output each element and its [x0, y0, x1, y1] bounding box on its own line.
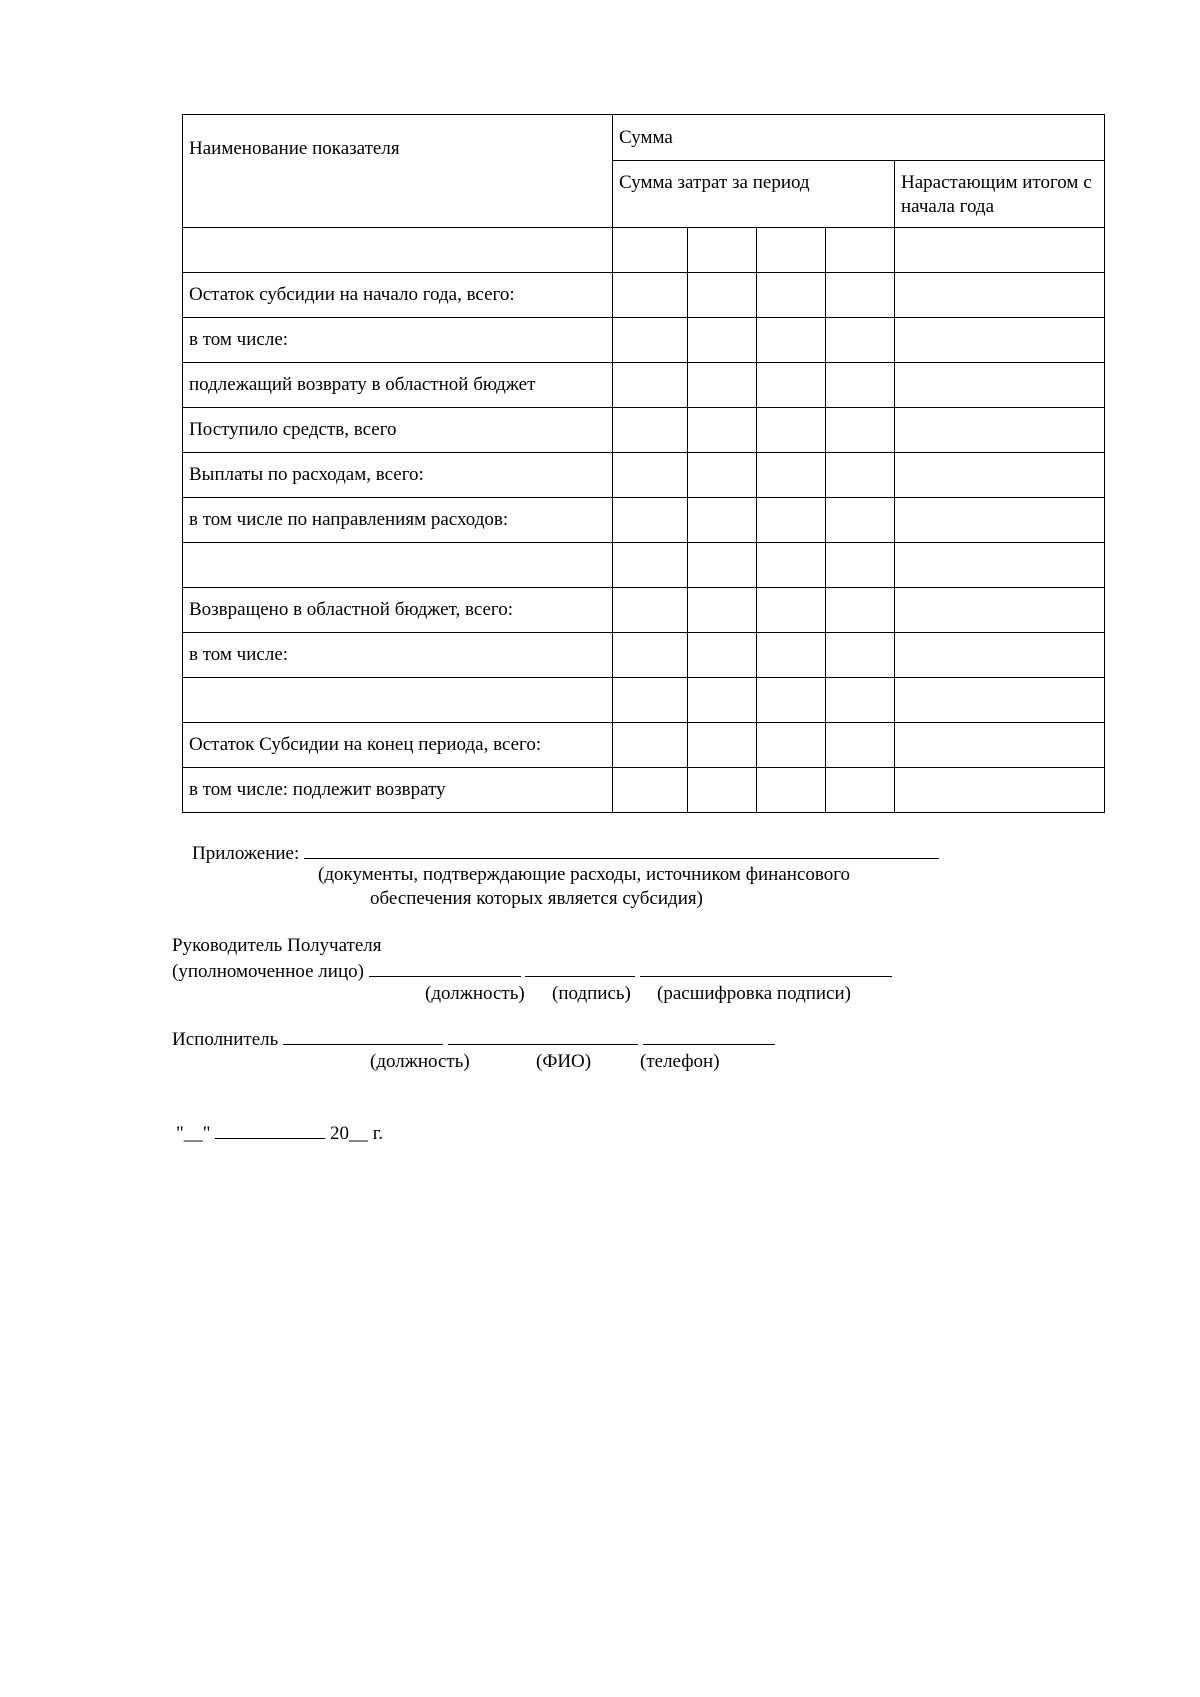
cell [757, 498, 826, 543]
table-row [183, 453, 1105, 498]
cell [688, 273, 757, 318]
row-label: в том числе по направлениям расходов: [183, 498, 613, 543]
cell [826, 543, 895, 588]
cell [826, 318, 895, 363]
cell [613, 273, 688, 318]
cell [757, 453, 826, 498]
head-position-caption: (должность) [425, 983, 525, 1004]
cell [757, 588, 826, 633]
row-label: подлежащий возврату в областной бюджет [183, 363, 613, 408]
cell [613, 768, 688, 813]
table-row [183, 363, 1105, 408]
cell [895, 723, 1105, 768]
executor-position-blank[interactable] [283, 1026, 443, 1045]
cell [895, 318, 1105, 363]
cell [613, 453, 688, 498]
cell [826, 363, 895, 408]
executor-name-blank[interactable] [448, 1026, 638, 1045]
attachment-note-1: (документы, подтверждающие расходы, источником финансового [318, 864, 851, 885]
header-sum: Сумма [613, 115, 1105, 161]
cell [757, 408, 826, 453]
cell [688, 768, 757, 813]
attachment-blank[interactable] [304, 840, 939, 859]
cell [826, 633, 895, 678]
row-label [183, 678, 613, 723]
cell [613, 723, 688, 768]
cell [826, 723, 895, 768]
executor-phone-caption: (телефон) [640, 1051, 720, 1072]
date-year[interactable]: 20__ г. [330, 1123, 384, 1144]
table-row [183, 633, 1105, 678]
cell [613, 363, 688, 408]
cell [688, 363, 757, 408]
cell [757, 633, 826, 678]
executor-label: Исполнитель [172, 1029, 279, 1050]
cell [826, 228, 895, 273]
row-label [183, 228, 613, 273]
table-row [183, 318, 1105, 363]
cell [613, 633, 688, 678]
header-period-costs: Сумма затрат за период [613, 161, 895, 228]
cell [826, 678, 895, 723]
table-row [183, 678, 1105, 723]
cell [688, 453, 757, 498]
attachment-label: Приложение: [192, 843, 300, 864]
cell [613, 408, 688, 453]
executor-position-caption: (должность) [370, 1051, 470, 1072]
cell [895, 498, 1105, 543]
cell [895, 678, 1105, 723]
head-decoding-blank[interactable] [640, 958, 892, 977]
cell [826, 498, 895, 543]
table-row [183, 588, 1105, 633]
cell [826, 588, 895, 633]
row-label: Остаток Субсидии на конец периода, всего: [183, 723, 613, 768]
date-month-blank[interactable] [215, 1120, 325, 1139]
cell [757, 318, 826, 363]
cell [895, 453, 1105, 498]
cell [757, 678, 826, 723]
date-line [176, 1120, 383, 1146]
row-label: в том числе: подлежит возврату [183, 768, 613, 813]
row-label: Остаток субсидии на начало года, всего: [183, 273, 613, 318]
row-label [183, 543, 613, 588]
row-label: в том числе: [183, 318, 613, 363]
cell [757, 363, 826, 408]
cell [826, 408, 895, 453]
cell [895, 408, 1105, 453]
table-row [183, 228, 1105, 273]
cell [757, 768, 826, 813]
cell [895, 273, 1105, 318]
head-decoding-caption: (расшифровка подписи) [657, 983, 851, 1004]
head-position-blank[interactable] [369, 958, 521, 977]
cell [688, 318, 757, 363]
cell [688, 678, 757, 723]
cell [895, 768, 1105, 813]
head-authorized-label: (уполномоченное лицо) [172, 961, 364, 982]
executor-name-caption: (ФИО) [536, 1051, 592, 1072]
cell [613, 318, 688, 363]
cell [688, 408, 757, 453]
cell [895, 588, 1105, 633]
header-cumulative: Нарастающим итогом с начала года [895, 161, 1105, 228]
cell [688, 498, 757, 543]
executor-phone-blank[interactable] [643, 1026, 775, 1045]
table-row [183, 768, 1105, 813]
header-indicator: Наименование показателя [183, 115, 613, 228]
row-label: в том числе: [183, 633, 613, 678]
table-row [183, 543, 1105, 588]
head-signature-blank[interactable] [525, 958, 635, 977]
report-table [182, 114, 1105, 813]
cell [688, 543, 757, 588]
row-label: Выплаты по расходам, всего: [183, 453, 613, 498]
cell [895, 543, 1105, 588]
cell [613, 678, 688, 723]
head-signature-caption: (подпись) [552, 983, 631, 1004]
table-row [183, 498, 1105, 543]
executor-line [172, 1026, 775, 1052]
cell [895, 633, 1105, 678]
cell [613, 543, 688, 588]
head-signature-line [172, 958, 892, 984]
cell [757, 273, 826, 318]
cell [613, 228, 688, 273]
cell [757, 543, 826, 588]
row-label: Поступило средств, всего [183, 408, 613, 453]
cell [613, 498, 688, 543]
cell [826, 453, 895, 498]
cell [826, 768, 895, 813]
head-title: Руководитель Получателя [172, 935, 382, 956]
cell [688, 723, 757, 768]
table-row [183, 273, 1105, 318]
cell [757, 228, 826, 273]
row-label: Возвращено в областной бюджет, всего: [183, 588, 613, 633]
attachment-note-2: обеспечения которых является субсидия) [370, 888, 703, 909]
cell [826, 273, 895, 318]
cell [688, 633, 757, 678]
cell [895, 363, 1105, 408]
table-row [183, 723, 1105, 768]
cell [688, 228, 757, 273]
cell [613, 588, 688, 633]
date-day[interactable]: "__" [176, 1123, 211, 1144]
cell [688, 588, 757, 633]
table-row [183, 408, 1105, 453]
cell [757, 723, 826, 768]
cell [895, 228, 1105, 273]
